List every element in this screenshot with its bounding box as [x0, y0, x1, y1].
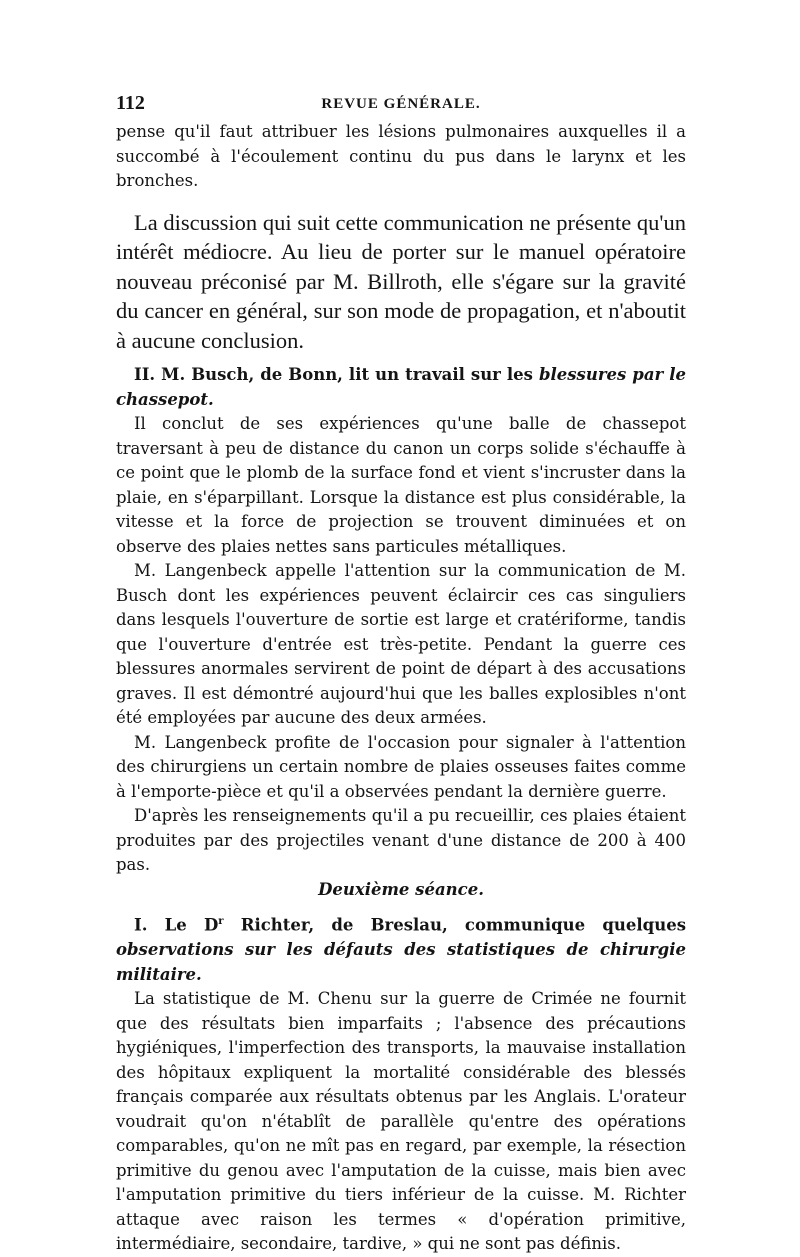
paragraph-busch: Il conclut de ses expériences qu'une balle de chassepot traversant à peu de distance du canon un corps solide s'échauffe à ce point que le plomb de la surface fond et vient s'incruster dans la plaie, en s'éparpillant. Lorsque la distance est plus considérable, la vitesse et la force de projection se trouvent diminuées et on observe des plaies nettes sans particules métalliques.	[116, 414, 686, 556]
book-page	[116, 92, 686, 1257]
page-header	[116, 92, 686, 120]
section-lead-continued: Richter, de Breslau, communique quelques	[223, 915, 686, 935]
page-number: 112	[116, 92, 145, 114]
section-lead: II. M. Busch, de Bonn, lit un travail sur les	[134, 365, 539, 384]
section-heading-busch	[116, 363, 686, 412]
running-title: REVUE GÉNÉRALE.	[321, 96, 481, 112]
paragraph-renseignements: D'après les renseignements qu'il a pu recueillir, ces plaies étaient produites par des projectiles venant d'une distance de 200 à 400 pas.	[116, 806, 686, 874]
section-lead: I. Le D	[134, 915, 219, 935]
paragraph-statistique: La statistique de M. Chenu sur la guerre de Crimée ne fournit que des résultats bien imparfaits ; l'absence des précautions hygiéniques, l'imperfection des transports, la mauvaise installation des hôpitaux expliquent la mortalité considérable des blessés français comparée aux résultats obtenus par les Anglais. L'orateur voudrait qu'on n'établît de parallèle qu'entre des opérations comparables, qu'on ne mît pas en regard, par exemple, la résection primitive du genou avec l'amputation de la cuisse, mais bien avec l'amputation primitive du tiers inférieur de la cuisse. M. Richter attaque avec raison les termes « d'opération primitive, intermédiaire, secondaire, tardive, » qui ne sont pas définis.	[116, 989, 686, 1253]
section-title-bold-italic: observations sur	[116, 940, 275, 959]
paragraph-discussion: La discussion qui suit cette communication ne présente qu'un intérêt médiocre. Au lieu de porter sur le manuel opératoire nouveau préconisé par M. Billroth, elle s'égare sur la gravité du cancer en général, sur son mode de propagation, et n'aboutit à aucune conclusion.	[116, 209, 686, 353]
paragraph-intro: pense qu'il faut attribuer les lésions pulmonaires auxquelles il a succombé à l'écoulement continu du pus dans le larynx et les bronches.	[116, 122, 686, 190]
session-title: Deuxième séance.	[318, 879, 484, 899]
section-heading-richter	[116, 910, 686, 987]
section-title-italic: blessures par le chassepot.	[116, 365, 686, 409]
paragraph-langenbeck-2: M. Langenbeck profite de l'occasion pour signaler à l'attention des chirurgiens un certain nombre de plaies osseuses faites comme à l'emporte-pièce et qu'il a observées pendant la dernière guerre.	[116, 732, 686, 801]
paragraph-langenbeck-1: M. Langenbeck appelle l'attention sur la communication de M. Busch dont les expériences peuvent éclaircir ces cas singuliers dans lesquels l'ouverture de sortie est large et cratériforme, tandis que l'ouverture d'entrée est très-petite. Pendant la guerre ces blessures anormales servirent de point de départ à des accusations graves. Il est démontré aujourd'hui que les balles explosibles n'ont été employées par aucune des deux armées.	[116, 561, 686, 727]
section-title-italic: les défauts des statistiques de chirurgie militaire.	[116, 940, 686, 984]
section-lead-superscript: r	[218, 916, 224, 927]
